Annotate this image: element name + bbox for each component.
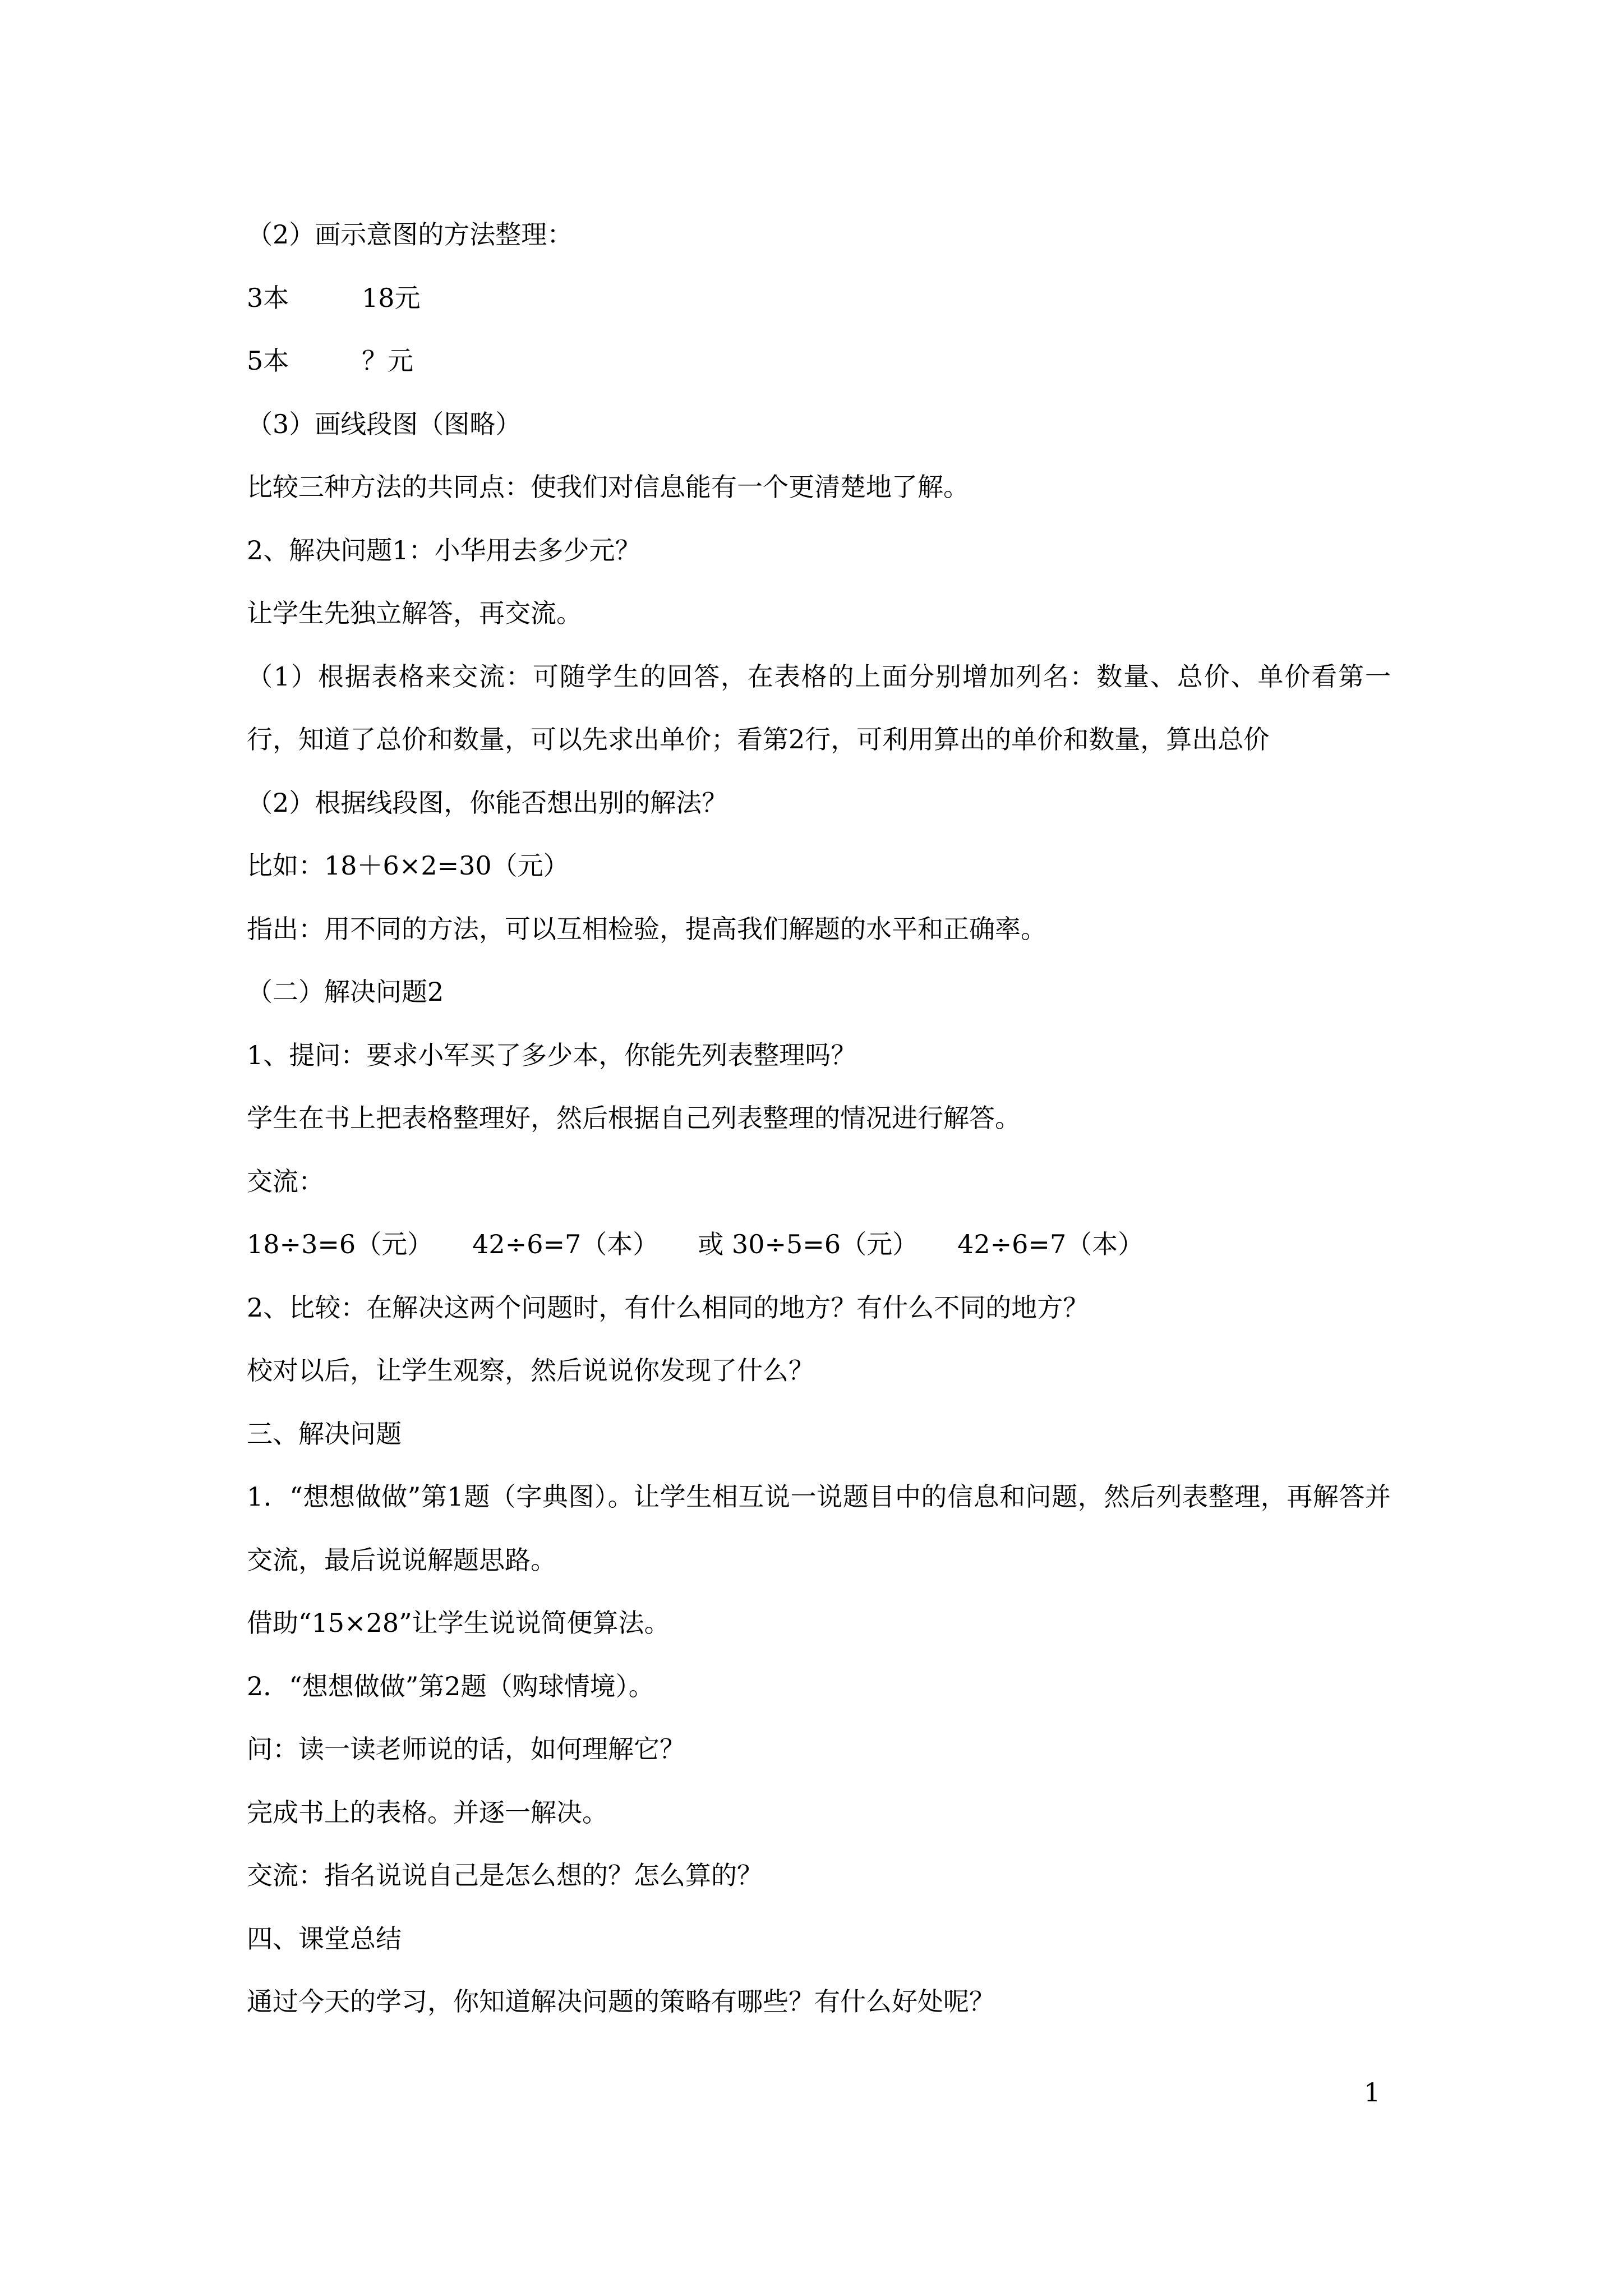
text-line: 借助“15×28”让学生说说简便算法。 [247, 1608, 670, 1638]
formula-row [247, 1213, 1391, 1276]
formula: 或 30÷5=6（元） [698, 1229, 919, 1259]
section-heading: （二）解决问题2 [247, 977, 444, 1007]
text-line: （2）根据线段图，你能否想出别的解法？ [247, 787, 728, 818]
text-line: 2．“想想做做”第2题（购球情境）。 [247, 1671, 654, 1701]
text-line: （3）画线段图（图略） [247, 408, 522, 439]
diagram-quantity: 3本 [247, 282, 289, 313]
formula: 42÷6=7（本） [957, 1229, 1144, 1259]
text-paragraph: （1）根据表格来交流：可随学生的回答，在表格的上面分别增加列名：数量、总价、单价看第一行，知道了总价和数量，可以先求出单价；看第2行，可利用算出的单价和数量，算出总价 [247, 661, 1391, 754]
text-line: 校对以后，让学生观察，然后说说你发现了什么？ [247, 1355, 814, 1386]
text-paragraph: 1．“想想做做”第1题（字典图）。让学生相互说一说题目中的信息和问题，然后列表整理，再解答并交流，最后说说解题思路。 [247, 1481, 1391, 1575]
formula: 18÷3=6（元） [247, 1229, 434, 1259]
text-line: 通过今天的学习，你知道解决问题的策略有哪些？有什么好处呢？ [247, 1986, 995, 2017]
text-line: 交流：指名说说自己是怎么想的？怎么算的？ [247, 1860, 763, 1890]
text-line: 2、比较：在解决这两个问题时，有什么相同的地方？有什么不同的地方？ [247, 1292, 1089, 1323]
text-line: 让学生先独立解答，再交流。 [247, 598, 582, 628]
text-line: 1、提问：要求小军买了多少本，你能先列表整理吗？ [247, 1039, 857, 1070]
page-number: 1 [1364, 2077, 1381, 2108]
section-heading: 四、课堂总结 [247, 1923, 402, 1954]
text-line: 指出：用不同的方法，可以互相检验，提高我们解题的水平和正确率。 [247, 913, 1046, 944]
text-line: （2）画示意图的方法整理： [247, 219, 573, 250]
section-heading: 三、解决问题 [247, 1418, 402, 1449]
diagram-price: ？元 [362, 346, 413, 376]
diagram-quantity: 5本 [247, 346, 289, 376]
document-body [247, 203, 1391, 2033]
diagram-row-2 [247, 329, 1391, 393]
text-line: 学生在书上把表格整理好，然后根据自己列表整理的情况进行解答。 [247, 1103, 1021, 1133]
text-line: 比如：18＋6×2=30（元） [247, 850, 569, 881]
text-line: 问：读一读老师说的话，如何理解它？ [247, 1734, 685, 1764]
formula: 42÷6=7（本） [472, 1229, 659, 1259]
diagram-price: 18元 [362, 282, 421, 313]
diagram-row-1 [247, 266, 1391, 330]
text-line: 完成书上的表格。并逐一解决。 [247, 1797, 608, 1828]
text-line: 2、解决问题1：小华用去多少元？ [247, 535, 641, 565]
text-line: 交流： [247, 1166, 324, 1197]
text-line: 比较三种方法的共同点：使我们对信息能有一个更清楚地了解。 [247, 472, 969, 502]
